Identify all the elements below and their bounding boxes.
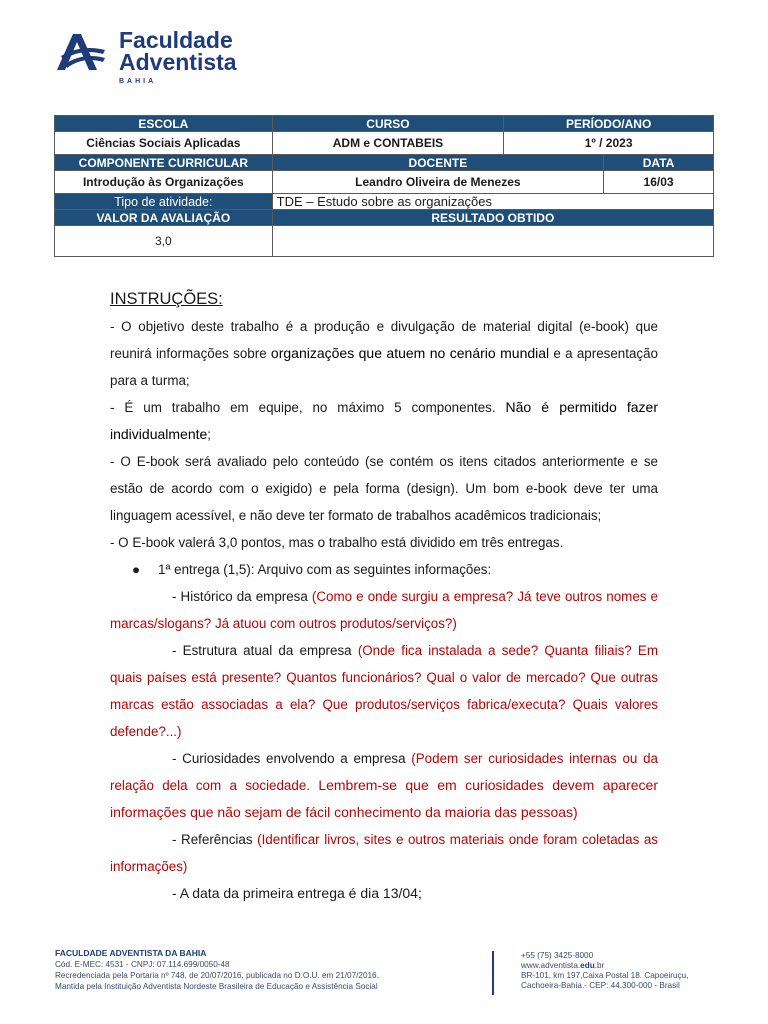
cell-tipo-atividade: TDE – Estudo sobre as organizações — [272, 194, 713, 210]
s3-label: - Curiosidades envolvendo a empresa — [172, 751, 412, 766]
header-docente: DOCENTE — [272, 155, 603, 171]
instructions-title: INSTRUÇÕES: — [110, 290, 223, 308]
p2-highlight: Não é permitido fazer individualmente — [110, 399, 658, 442]
instruction-paragraph-3: - O E-book será avaliado pelo conteúdo (se contém os itens citados anteriormente e se estão de acordo com o exigido) e pela forma (design). Um bom e-book deve ter uma linguagem acessível, e não deve ter formato de trabalhos acadêmicos tradicionais; — [110, 454, 658, 523]
sub-item-estrutura — [110, 637, 658, 745]
p2-end: ; — [207, 427, 212, 442]
cell-escola: Ciências Sociais Aplicadas — [55, 132, 273, 155]
bullet-icon: ● — [132, 562, 141, 577]
logo-text-line1: Faculdade — [119, 27, 233, 53]
instruction-paragraph-4: - O E-book valerá 3,0 pontos, mas o trabalho está dividido em três entregas. — [110, 535, 564, 550]
footer-address-2: Cachoeira-Bahia.- CEP: 44.300-000 - Brasil — [521, 981, 680, 990]
header-periodo: PERÍODO/ANO — [504, 116, 714, 132]
header-curso: CURSO — [272, 116, 504, 132]
bullet-text: 1ª entrega (1,5): Arquivo com as seguintes informações: — [158, 562, 492, 577]
bullet-first-delivery — [110, 556, 658, 583]
s1-label: - Histórico da empresa — [172, 589, 312, 604]
cell-docente: Leandro Oliveira de Menezes — [272, 171, 603, 194]
cell-periodo: 1º / 2023 — [504, 132, 714, 155]
site-part-c: .br — [594, 961, 605, 970]
s3-detail: (Podem ser curiosidades internas ou da relação dela com a sociedade. — [110, 751, 658, 793]
s4-detail: (Identificar livros, sites e outros materiais onde foram coletadas as informações) — [110, 832, 659, 874]
logo-text-line2: Adventista — [119, 49, 237, 75]
s1-detail: (Como e onde surgiu a empresa? Já teve outros nomes e marcas/slogans? Já atuou com outros produtos/serviços?) — [110, 589, 659, 631]
header-componente: COMPONENTE CURRICULAR — [55, 155, 273, 171]
footer-institution-name: FACULDADE ADVENTISTA DA BAHIA — [55, 948, 207, 958]
page-footer — [55, 948, 715, 998]
footer-left — [55, 948, 485, 992]
logo-emblem-icon — [55, 30, 107, 72]
cell-valor: 3,0 — [55, 226, 273, 257]
institution-logo — [55, 28, 285, 88]
footer-emec: Cód. E-MEC: 4531 - CNPJ: 07.114.699/0050-48 — [55, 960, 230, 969]
cell-resultado — [272, 226, 713, 257]
sub-item-referencias — [110, 826, 658, 880]
label-tipo-atividade: Tipo de atividade: — [55, 194, 273, 210]
logo-subtitle: BAHIA — [119, 78, 157, 85]
activity-info-table — [54, 115, 714, 257]
footer-phone: +55 (75) 3425-8000 — [521, 951, 594, 960]
instruction-paragraph-1 — [110, 313, 658, 394]
site-part-a: www.adventista. — [521, 961, 581, 970]
header-escola: ESCOLA — [55, 116, 273, 132]
footer-right — [521, 951, 721, 991]
p1-highlight: organizações que atuem no cenário mundial — [270, 345, 550, 361]
cell-curso: ADM e CONTABEIS — [272, 132, 504, 155]
footer-address-1: BR-101, km 197,Caixa Postal 18. Capoeiruçu, — [521, 971, 689, 980]
instructions-section — [110, 285, 658, 907]
header-resultado: RESULTADO OBTIDO — [272, 210, 713, 226]
instruction-paragraph-2 — [110, 394, 658, 448]
sub-item-historico — [110, 583, 658, 637]
s2-label: - Estrutura atual da empresa — [172, 643, 358, 658]
sub-item-curiosidades — [110, 745, 658, 826]
s4-label: - Referências — [172, 832, 258, 847]
header-data: DATA — [604, 155, 714, 171]
footer-mantida: Mantida pela Instituição Adventista Nordeste Brasileira de Educação e Assistência Social — [55, 982, 378, 991]
footer-website[interactable] — [521, 961, 721, 971]
p1-text: - O objetivo deste trabalho é a produção e divulgação de material digital (e-book) que reunirá informações sobre — [110, 319, 658, 361]
footer-recredenciada: Recredenciada pela Portaria nº 748, de 20/07/2016, publicada no D.O.U. em 21/07/2016. — [55, 971, 379, 980]
first-delivery-date: - A data da primeira entrega é dia 13/04; — [172, 885, 422, 901]
site-part-b: edu — [580, 961, 595, 970]
cell-componente: Introdução às Organizações — [55, 171, 273, 194]
s2-detail: (Onde fica instalada a sede? Quanta filiais? Em quais países está presente? Quantos funcionários? Qual o valor de mercado? Que outras marcas estão associadas a ela? Que produtos/serviços fabrica/executa? Quais valores defende?...) — [110, 643, 658, 739]
p1-end: e a apresentação para a turma; — [110, 346, 658, 388]
s3-emphasis: Lembrem-se que em curiosidades devem aparecer informações que não sejam de fácil conhecimento da maioria das pessoas) — [110, 777, 658, 820]
header-valor: VALOR DA AVALIAÇÃO — [55, 210, 273, 226]
footer-divider — [492, 951, 494, 995]
cell-data: 16/03 — [604, 171, 714, 194]
p2-text: - É um trabalho em equipe, no máximo 5 componentes. — [110, 400, 506, 415]
